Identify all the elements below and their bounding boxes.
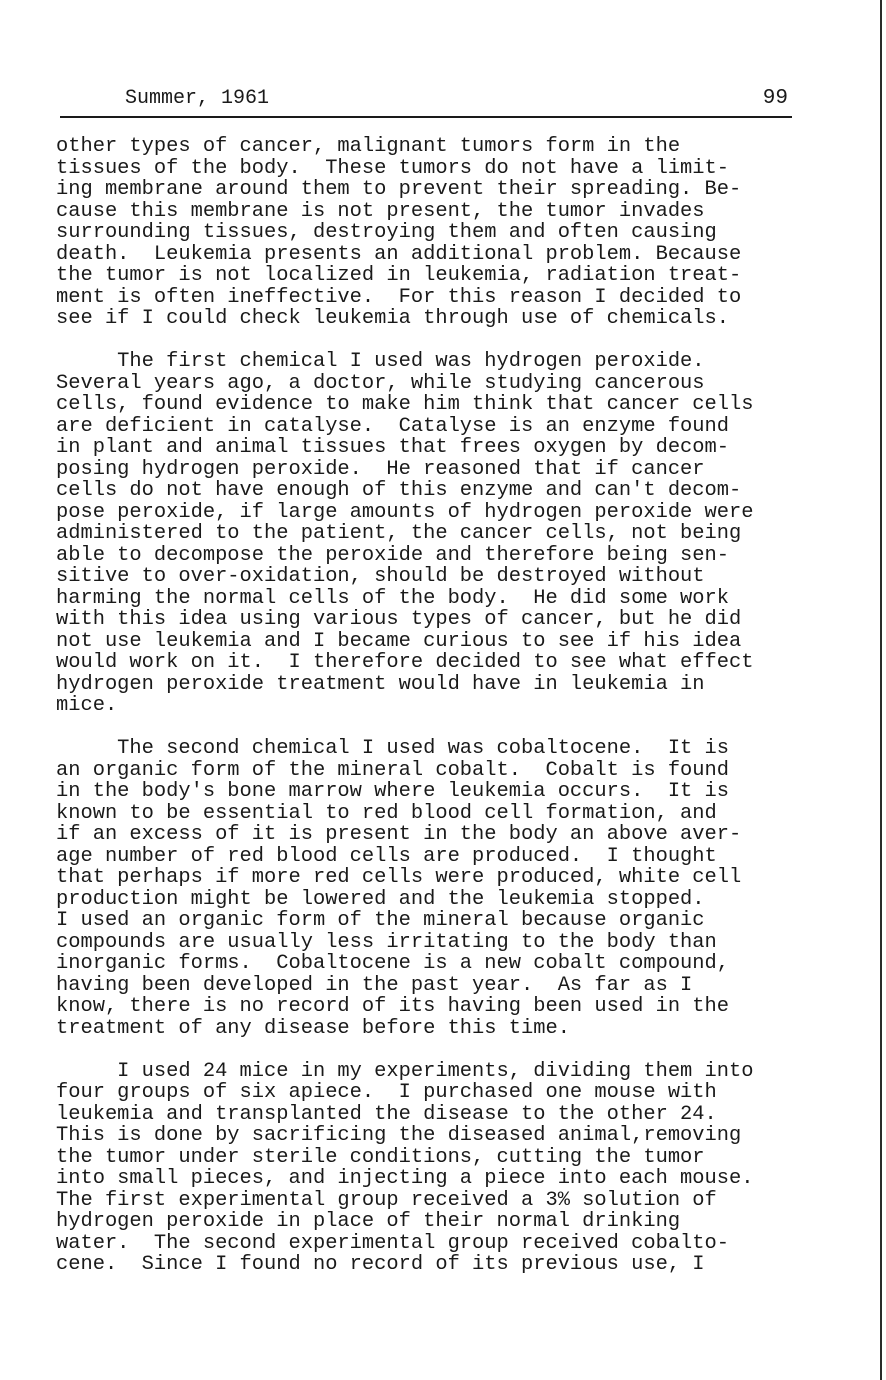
text-line: I used an organic form of the mineral because organic (56, 909, 705, 932)
text-line: tissues of the body. These tumors do not have a limit- (56, 156, 730, 180)
text-line: posing hydrogen peroxide. He reasoned that if cancer (56, 457, 705, 481)
paragraph (56, 738, 816, 1039)
page-number: 99 (762, 87, 788, 110)
text-line: see if I could check leukemia through use of chemicals. (56, 307, 730, 330)
text-line: hydrogen peroxide treatment would have in leukemia in (56, 672, 705, 696)
text-line: water. The second experimental group received cobalto- (56, 1231, 730, 1255)
paragraph (56, 136, 816, 330)
text-line: if an excess of it is present in the body an above aver- (56, 823, 742, 846)
text-line: hydrogen peroxide in place of their normal drinking (56, 1210, 681, 1233)
text-line: administered to the patient, the cancer cells, not being (56, 522, 742, 545)
text-line: the tumor under sterile conditions, cutting the tumor (56, 1145, 705, 1169)
text-line: sitive to over-oxidation, should be destroyed without (56, 565, 705, 588)
text-line: cause this membrane is not present, the tumor invades (56, 199, 705, 223)
text-line: an organic form of the mineral cobalt. Cobalt is found (56, 758, 730, 782)
text-line: pose peroxide, if large amounts of hydrogen peroxide were (56, 500, 754, 524)
text-line: The second chemical I used was cobaltocene. It is (56, 737, 730, 760)
text-line: would work on it. I therefore decided to see what effect (56, 651, 754, 674)
text-line: other types of cancer, malignant tumors form in the (56, 135, 681, 158)
paragraph-gap (56, 1039, 816, 1061)
text-line: ing membrane around them to prevent their spreading. Be- (56, 178, 742, 201)
text-line: four groups of six apiece. I purchased one mouse with (56, 1081, 717, 1104)
page-edge-line (880, 0, 882, 1380)
text-line: in the body's bone marrow where leukemia occurs. It is (56, 780, 730, 803)
text-line: not use leukemia and I became curious to see if his idea (56, 629, 742, 653)
text-line: in plant and animal tissues that frees oxygen by decom- (56, 436, 730, 459)
text-line: known to be essential to red blood cell formation, and (56, 801, 717, 825)
text-line: This is done by sacrificing the diseased animal,removing (56, 1124, 742, 1147)
text-line: able to decompose the peroxide and therefore being sen- (56, 543, 730, 567)
paragraph-gap (56, 717, 816, 739)
text-line: production might be lowered and the leukemia stopped. (56, 887, 705, 911)
text-line: cells, found evidence to make him think that cancer cells (56, 393, 754, 416)
text-line: The first chemical I used was hydrogen peroxide. (56, 350, 705, 373)
text-line: having been developed in the past year. As far as I (56, 973, 693, 997)
text-line: death. Leukemia presents an additional problem. Because (56, 242, 742, 266)
text-line: cells do not have enough of this enzyme and can't decom- (56, 479, 742, 502)
text-line: know, there is no record of its having been used in the (56, 995, 730, 1018)
page-header (60, 86, 792, 118)
text-line: ment is often ineffective. For this reason I decided to (56, 285, 742, 309)
paragraph-gap (56, 330, 816, 352)
text-line: mice. (56, 694, 118, 717)
text-line: the tumor is not localized in leukemia, radiation treat- (56, 264, 742, 287)
text-line: Several years ago, a doctor, while studying cancerous (56, 371, 705, 395)
text-line: harming the normal cells of the body. He did some work (56, 586, 730, 610)
text-line: treatment of any disease before this time. (56, 1016, 570, 1040)
text-line: inorganic forms. Cobaltocene is a new cobalt compound, (56, 952, 730, 975)
text-line: with this idea using various types of cancer, but he did (56, 608, 742, 631)
text-line: age number of red blood cells are produced. I thought (56, 844, 717, 868)
text-line: leukemia and transplanted the disease to the other 24. (56, 1102, 717, 1126)
body-text (56, 136, 816, 1276)
text-line: are deficient in catalyse. Catalyse is an enzyme found (56, 414, 730, 438)
text-line: into small pieces, and injecting a piece into each mouse. (56, 1167, 754, 1190)
text-line: that perhaps if more red cells were produced, white cell (56, 866, 742, 889)
text-line: I used 24 mice in my experiments, dividing them into (56, 1059, 754, 1083)
text-line: compounds are usually less irritating to the body than (56, 930, 717, 954)
running-head: Summer, 1961 (125, 87, 270, 110)
text-line: The first experimental group received a 3% solution of (56, 1188, 717, 1212)
text-line: cene. Since I found no record of its previous use, I (56, 1253, 705, 1276)
text-line: surrounding tissues, destroying them and often causing (56, 221, 717, 244)
paragraph (56, 1061, 816, 1276)
paragraph (56, 351, 816, 717)
